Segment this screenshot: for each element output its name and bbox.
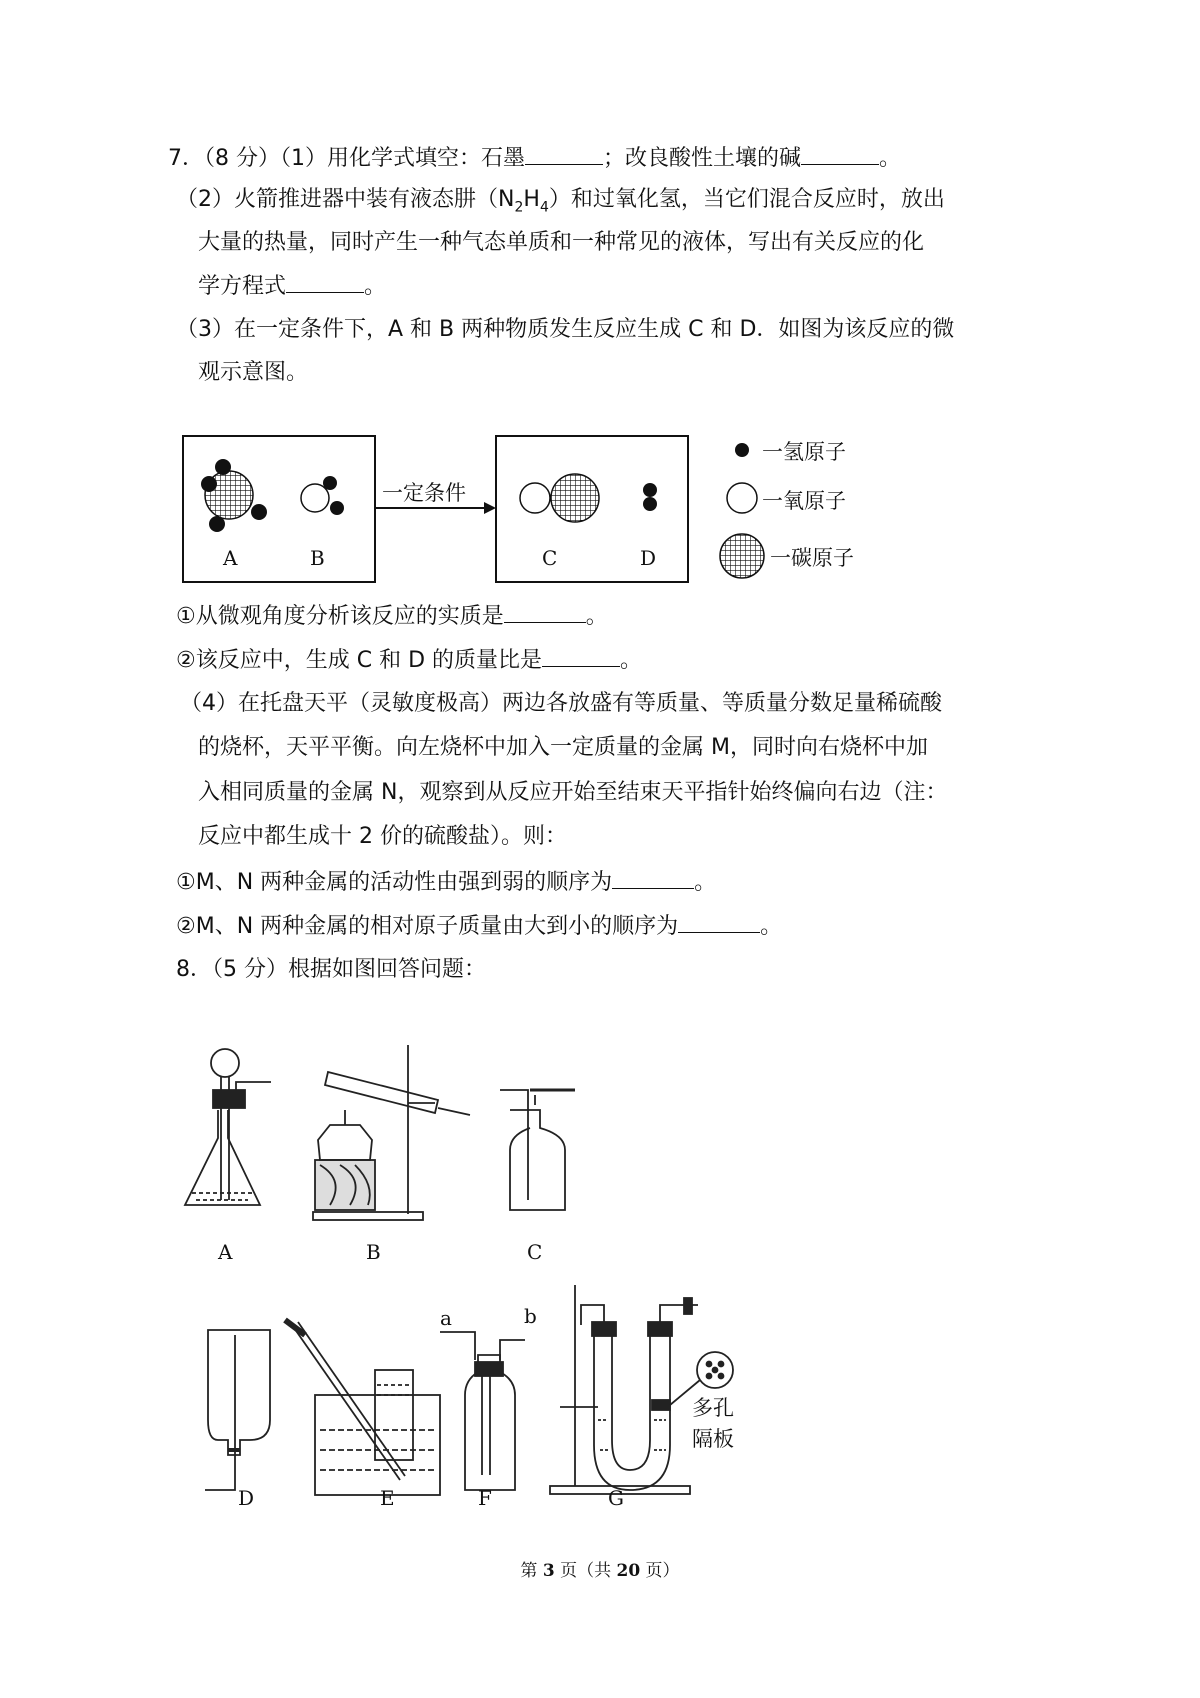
apparatus-c [500, 1090, 575, 1210]
porous-label-line2: 隔板 [692, 1427, 734, 1451]
page-number: 3 [542, 1561, 555, 1581]
label-inlet-a: a [440, 1306, 452, 1330]
porous-label-line1: 多孔 [692, 1396, 734, 1420]
q7-p3-line2: 观示意图。 [198, 360, 309, 385]
q7-text-base: ；改良酸性土壤的碱 [603, 146, 802, 171]
punct: 。 [620, 648, 643, 673]
page-footer [0, 1556, 1200, 1581]
q7-p3-line1: （3）在一定条件下，A 和 B 两种物质发生反应生成 C 和 D．如图为该反应的微 [176, 317, 955, 342]
label-apparatus-f: F [478, 1486, 492, 1510]
punct: 。 [585, 604, 608, 629]
arrow-condition-label: 一定条件 [382, 481, 466, 505]
punct: 。 [694, 870, 717, 895]
q7-text-graphite: 7．（8 分）（1）用化学式填空：石墨 [168, 146, 525, 171]
text: ①从微观角度分析该反应的实质是 [176, 604, 504, 629]
text: ）和过氧化氢，当它们混合反应时，放出 [548, 187, 945, 212]
label-apparatus-b: B [366, 1240, 381, 1264]
label-b: B [310, 546, 325, 570]
q8-title: 8．（5 分）根据如图回答问题： [176, 957, 486, 982]
text: ②M、N 两种金属的相对原子质量由大到小的顺序为 [176, 914, 679, 939]
apparatus-e [285, 1320, 440, 1495]
label-outlet-b: b [524, 1304, 537, 1328]
footer-text: 第 [520, 1561, 543, 1581]
label-apparatus-c: C [527, 1240, 543, 1264]
footer-text: 页（共 [554, 1561, 617, 1581]
label-c: C [542, 546, 558, 570]
label-d: D [640, 546, 657, 570]
q7-p4-line1: （4）在托盘天平（灵敏度极高）两边各放盛有等质量、等质量分数足量稀硫酸 [180, 691, 942, 716]
punct: 。 [364, 274, 387, 299]
apparatus-d [205, 1330, 270, 1490]
apparatus-f [440, 1332, 525, 1490]
apparatus-a [185, 1049, 271, 1205]
total-pages: 20 [616, 1561, 641, 1581]
text: 学方程式 [198, 274, 287, 299]
label-apparatus-e: E [380, 1486, 395, 1510]
subscript: 2 [514, 199, 524, 216]
q7-p2-line2: 大量的热量，同时产生一种气态单质和一种常见的液体，写出有关反应的化 [198, 230, 925, 255]
subscript: 4 [539, 199, 549, 216]
punct: 。 [879, 146, 902, 171]
apparatus-b [313, 1045, 470, 1220]
q7-p4-line4: 反应中都生成十 2 价的硫酸盐）。则： [198, 824, 567, 849]
q7-p4-line3: 入相同质量的金属 N，观察到从反应开始至结束天平指针始终偏向右边（注： [198, 780, 948, 805]
q7-p4-line2: 的烧杯，天平平衡。向左烧杯中加入一定质量的金属 M，同时向右烧杯中加 [198, 735, 928, 760]
legend-oxygen-label: 一氧原子 [762, 489, 846, 513]
text: （2）火箭推进器中装有液态肼（N [176, 187, 515, 212]
label-apparatus-d: D [238, 1486, 255, 1510]
text: ①M、N 两种金属的活动性由强到弱的顺序为 [176, 870, 613, 895]
label-apparatus-a: A [218, 1240, 233, 1264]
legend-hydrogen-label: 一氢原子 [762, 440, 846, 464]
apparatus-g [550, 1285, 733, 1494]
footer-text: 页） [640, 1561, 680, 1581]
punct: 。 [760, 914, 783, 939]
legend-carbon-label: 一碳原子 [770, 546, 854, 570]
label-apparatus-g: G [608, 1486, 624, 1510]
text: H [523, 187, 540, 212]
text: ②该反应中，生成 C 和 D 的质量比是 [176, 648, 542, 673]
label-a: A [223, 546, 238, 570]
